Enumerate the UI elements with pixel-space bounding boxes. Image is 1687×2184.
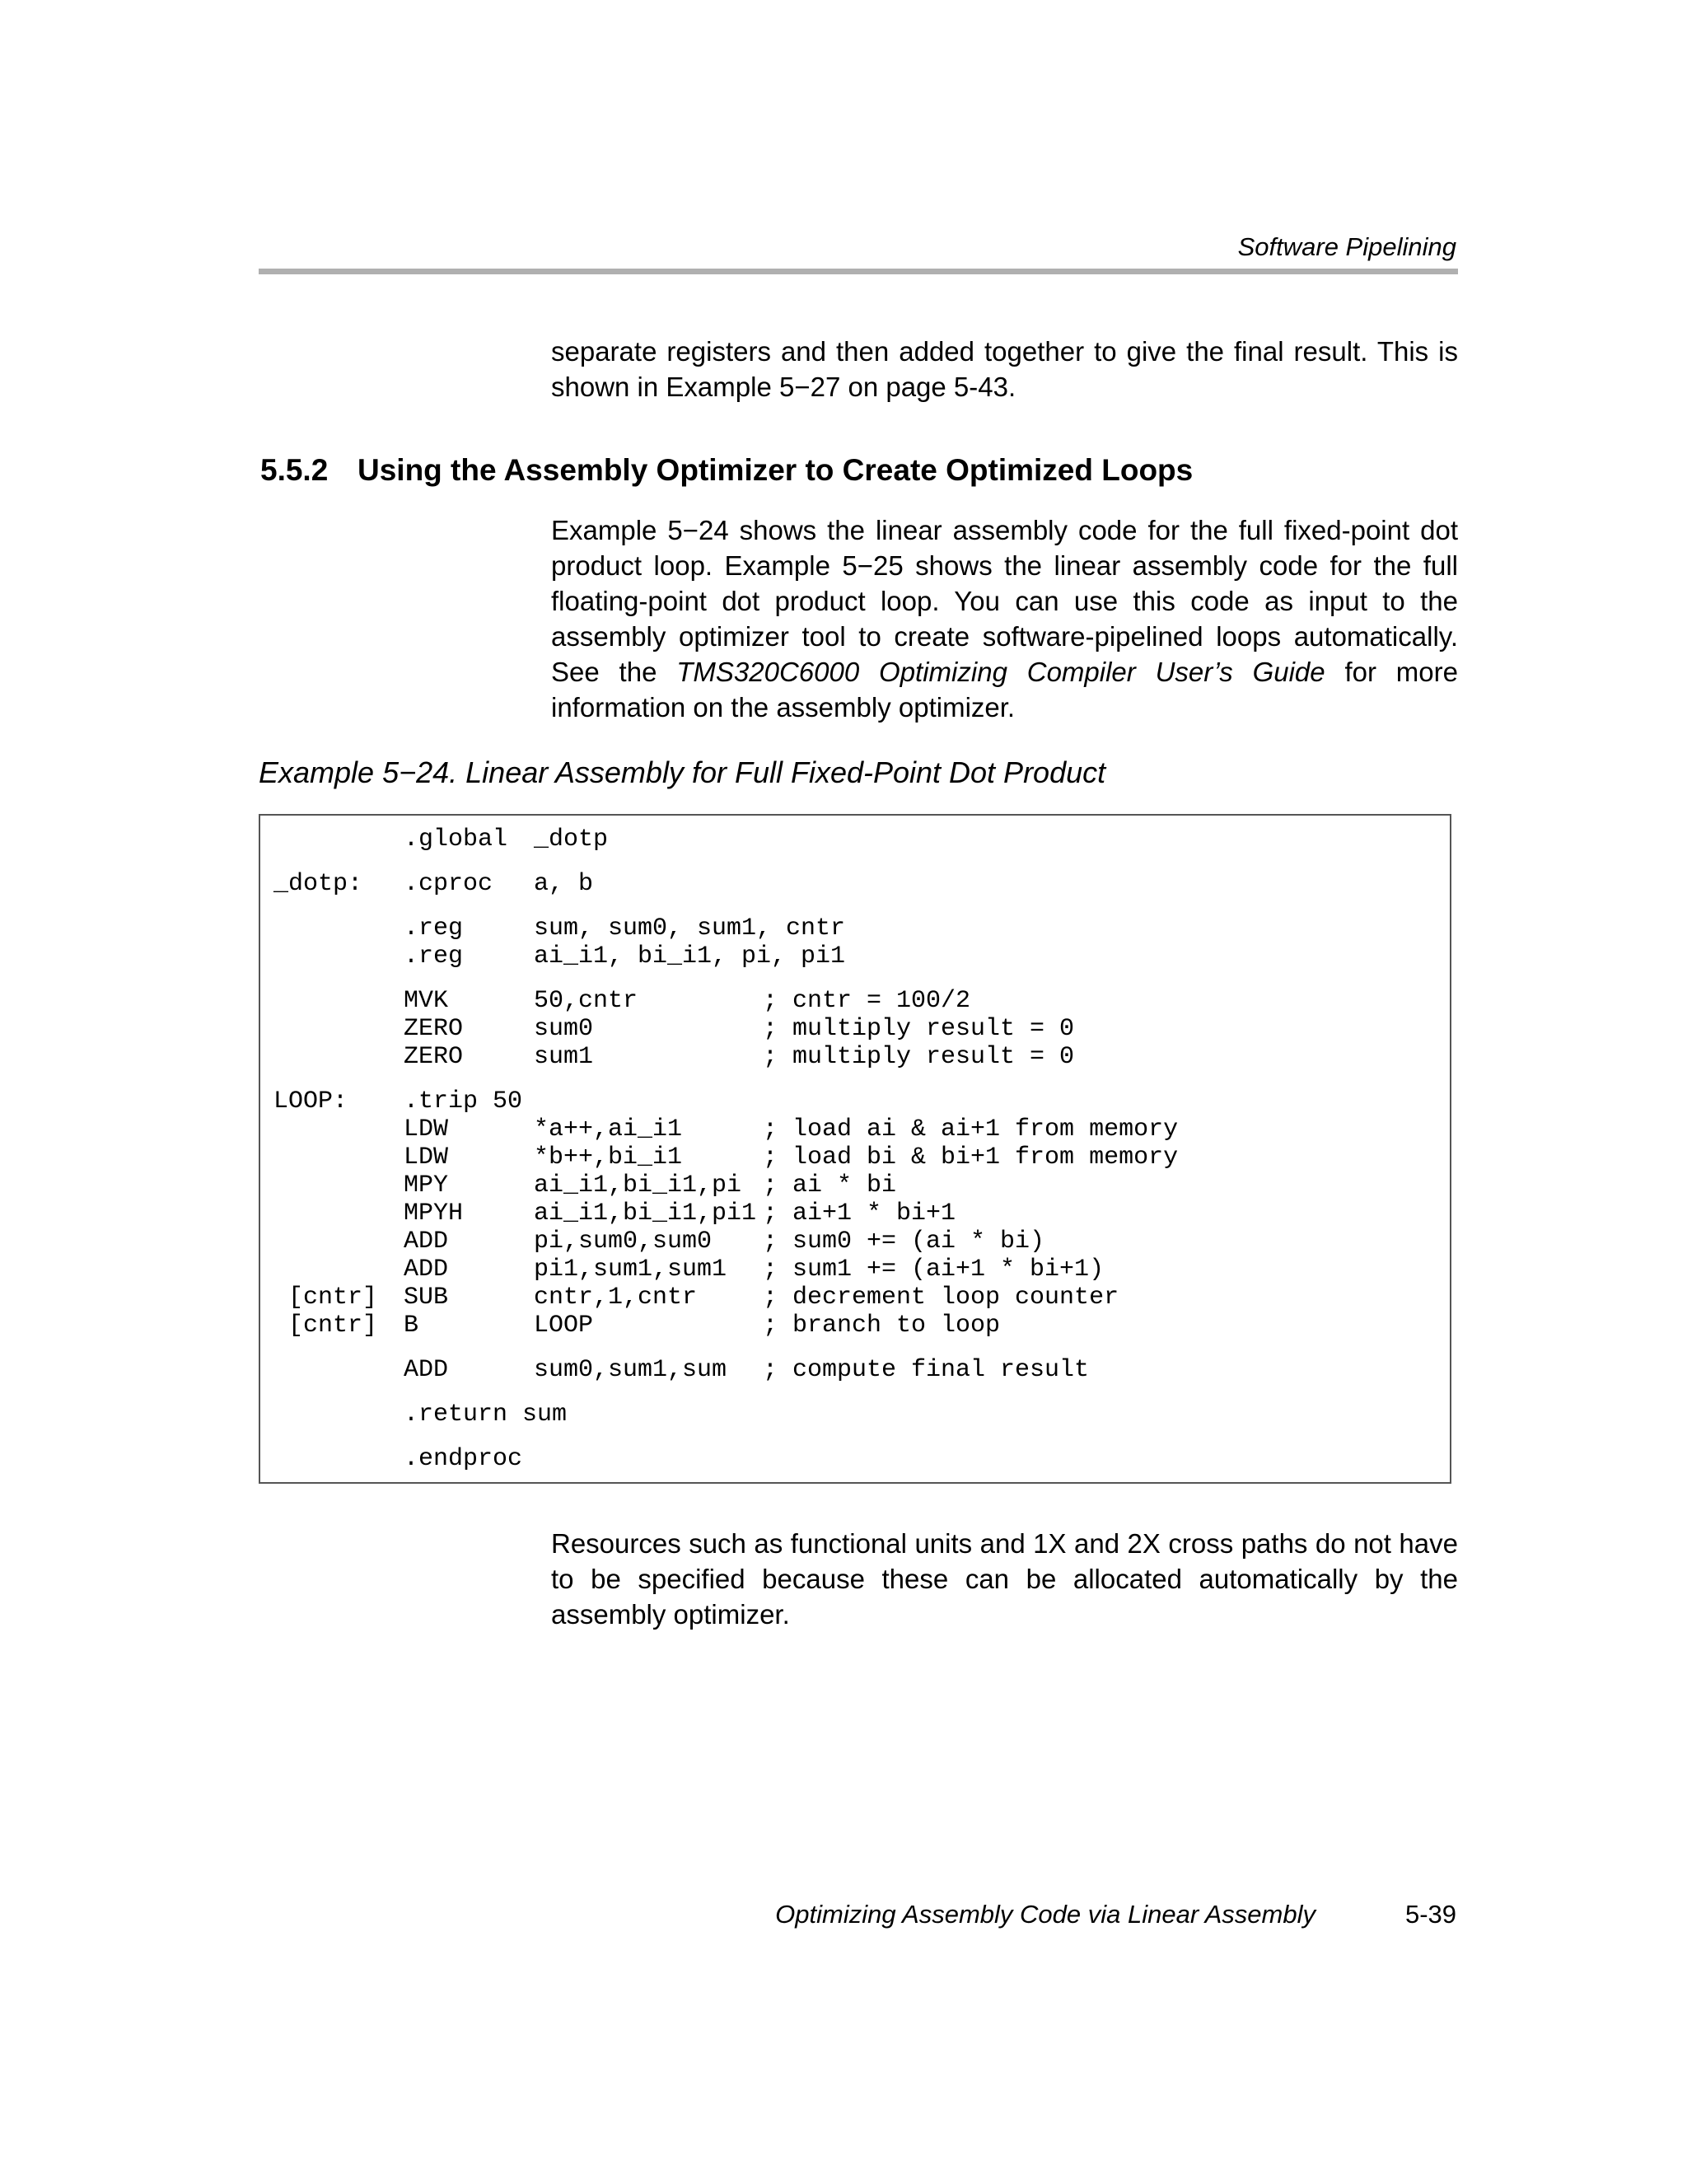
code-opcode: B xyxy=(404,1312,419,1340)
code-comment: ; multiply result = 0 xyxy=(763,1015,1075,1043)
code-line xyxy=(260,914,1450,942)
code-opcode: .global xyxy=(404,825,508,853)
code-operands: pi1,sum1,sum1 xyxy=(534,1256,727,1284)
code-comment: ; branch to loop xyxy=(763,1312,1001,1340)
closing-paragraph-text: Resources such as functional units and 1X and 2X cross paths do not have to be specified because these can be allocated automatically by the assembly optimizer. xyxy=(551,1528,1458,1630)
code-opcode: ADD xyxy=(404,1256,449,1284)
code-line xyxy=(260,987,1450,1015)
code-operands: ai_i1,bi_i1,pi xyxy=(534,1172,742,1200)
code-opcode: MPYH xyxy=(404,1200,464,1228)
code-line xyxy=(260,1284,1450,1312)
section-heading xyxy=(260,453,1193,488)
code-operands: *a++,ai_i1 xyxy=(534,1115,683,1143)
code-comment: ; ai+1 * bi+1 xyxy=(763,1200,956,1228)
code-opcode: ADD xyxy=(404,1356,449,1384)
header-rule xyxy=(259,269,1458,274)
code-line xyxy=(260,1228,1450,1256)
code-operands: LOOP xyxy=(534,1312,594,1340)
closing-paragraph xyxy=(551,1526,1458,1632)
body-paragraph-part2: for more information on the assembly optimizer. xyxy=(551,657,1458,723)
code-line xyxy=(260,1143,1450,1172)
code-comment: ; load bi & bi+1 from memory xyxy=(763,1143,1179,1172)
code-line xyxy=(260,1312,1450,1340)
code-opcode: ZERO xyxy=(404,1043,464,1071)
code-comment: ; load ai & ai+1 from memory xyxy=(763,1115,1179,1143)
code-line xyxy=(260,1172,1450,1200)
code-line xyxy=(260,1043,1450,1071)
code-opcode: .cproc xyxy=(404,870,493,898)
code-operands: sum1 xyxy=(534,1043,594,1071)
code-operands: cntr,1,cntr xyxy=(534,1284,698,1312)
code-line xyxy=(260,1256,1450,1284)
footer-chapter-title: Optimizing Assembly Code via Linear Assembly xyxy=(775,1900,1315,1929)
code-opcode: ZERO xyxy=(404,1015,464,1043)
intro-paragraph-text: separate registers and then added together to give the final result. This is shown in Example 5−27 on page 5-43. xyxy=(551,336,1458,402)
code-opcode: ADD xyxy=(404,1228,449,1256)
code-line xyxy=(260,1115,1450,1143)
running-header: Software Pipelining xyxy=(1237,232,1456,261)
code-comment: ; ai * bi xyxy=(763,1172,897,1200)
body-paragraph xyxy=(551,512,1458,725)
code-operands: pi,sum0,sum0 xyxy=(534,1228,713,1256)
code-opcode: .reg xyxy=(404,914,464,942)
code-comment: ; compute final result xyxy=(763,1356,1090,1384)
code-line xyxy=(260,1445,1450,1473)
code-opcode: LDW xyxy=(404,1143,449,1172)
code-operands: sum0,sum1,sum xyxy=(534,1356,727,1384)
code-opcode: .trip 50 xyxy=(404,1087,523,1115)
code-operands: sum, sum0, sum1, cntr xyxy=(534,914,846,942)
code-label: _dotp: xyxy=(273,870,363,898)
code-line xyxy=(260,1200,1450,1228)
section-number: 5.5.2 xyxy=(260,453,329,487)
code-operands: sum0 xyxy=(534,1015,594,1043)
code-opcode: SUB xyxy=(404,1284,449,1312)
code-operands: _dotp xyxy=(534,825,609,853)
code-label: [cntr] xyxy=(273,1284,378,1312)
body-paragraph-text xyxy=(551,512,1458,725)
code-comment: ; sum1 += (ai+1 * bi+1) xyxy=(763,1256,1105,1284)
guide-title: TMS320C6000 Optimizing Compiler User’s Guide xyxy=(676,657,1325,687)
code-opcode: .return sum xyxy=(404,1401,568,1429)
code-operands: *b++,bi_i1 xyxy=(534,1143,683,1172)
code-line xyxy=(260,1087,1450,1115)
example-caption: Example 5−24. Linear Assembly for Full Fixed-Point Dot Product xyxy=(259,755,1106,789)
code-operands: ai_i1, bi_i1, pi, pi1 xyxy=(534,942,846,970)
code-label: [cntr] xyxy=(273,1312,378,1340)
code-line xyxy=(260,942,1450,970)
code-opcode: .reg xyxy=(404,942,464,970)
footer-page-number: 5-39 xyxy=(1404,1900,1456,1929)
code-comment: ; cntr = 100/2 xyxy=(763,987,971,1015)
code-label: LOOP: xyxy=(273,1087,348,1115)
code-operands: ai_i1,bi_i1,pi1 xyxy=(534,1200,757,1228)
code-comment: ; sum0 += (ai * bi) xyxy=(763,1228,1045,1256)
section-title: Using the Assembly Optimizer to Create Optimized Loops xyxy=(357,453,1194,487)
code-line xyxy=(260,1015,1450,1043)
code-line xyxy=(260,870,1450,898)
code-line xyxy=(260,1356,1450,1384)
code-listing xyxy=(259,814,1451,1484)
code-comment: ; multiply result = 0 xyxy=(763,1043,1075,1071)
code-opcode: .endproc xyxy=(404,1445,523,1473)
code-opcode: MPY xyxy=(404,1172,449,1200)
code-opcode: LDW xyxy=(404,1115,449,1143)
code-opcode: MVK xyxy=(404,987,449,1015)
code-line xyxy=(260,825,1450,853)
code-operands: 50,cntr xyxy=(534,987,638,1015)
body-paragraph-part1: Example 5−24 shows the linear assembly code for the full fixed-point dot product loop. Example 5−25 shows the linear assembly code for the full floating-point dot product loop. You can use this code as input to the assembly optimizer tool to create software-pipelined loops automatically. See the xyxy=(551,515,1458,687)
code-line xyxy=(260,1401,1450,1429)
intro-paragraph xyxy=(551,334,1458,405)
code-operands: a, b xyxy=(534,870,594,898)
code-comment: ; decrement loop counter xyxy=(763,1284,1119,1312)
